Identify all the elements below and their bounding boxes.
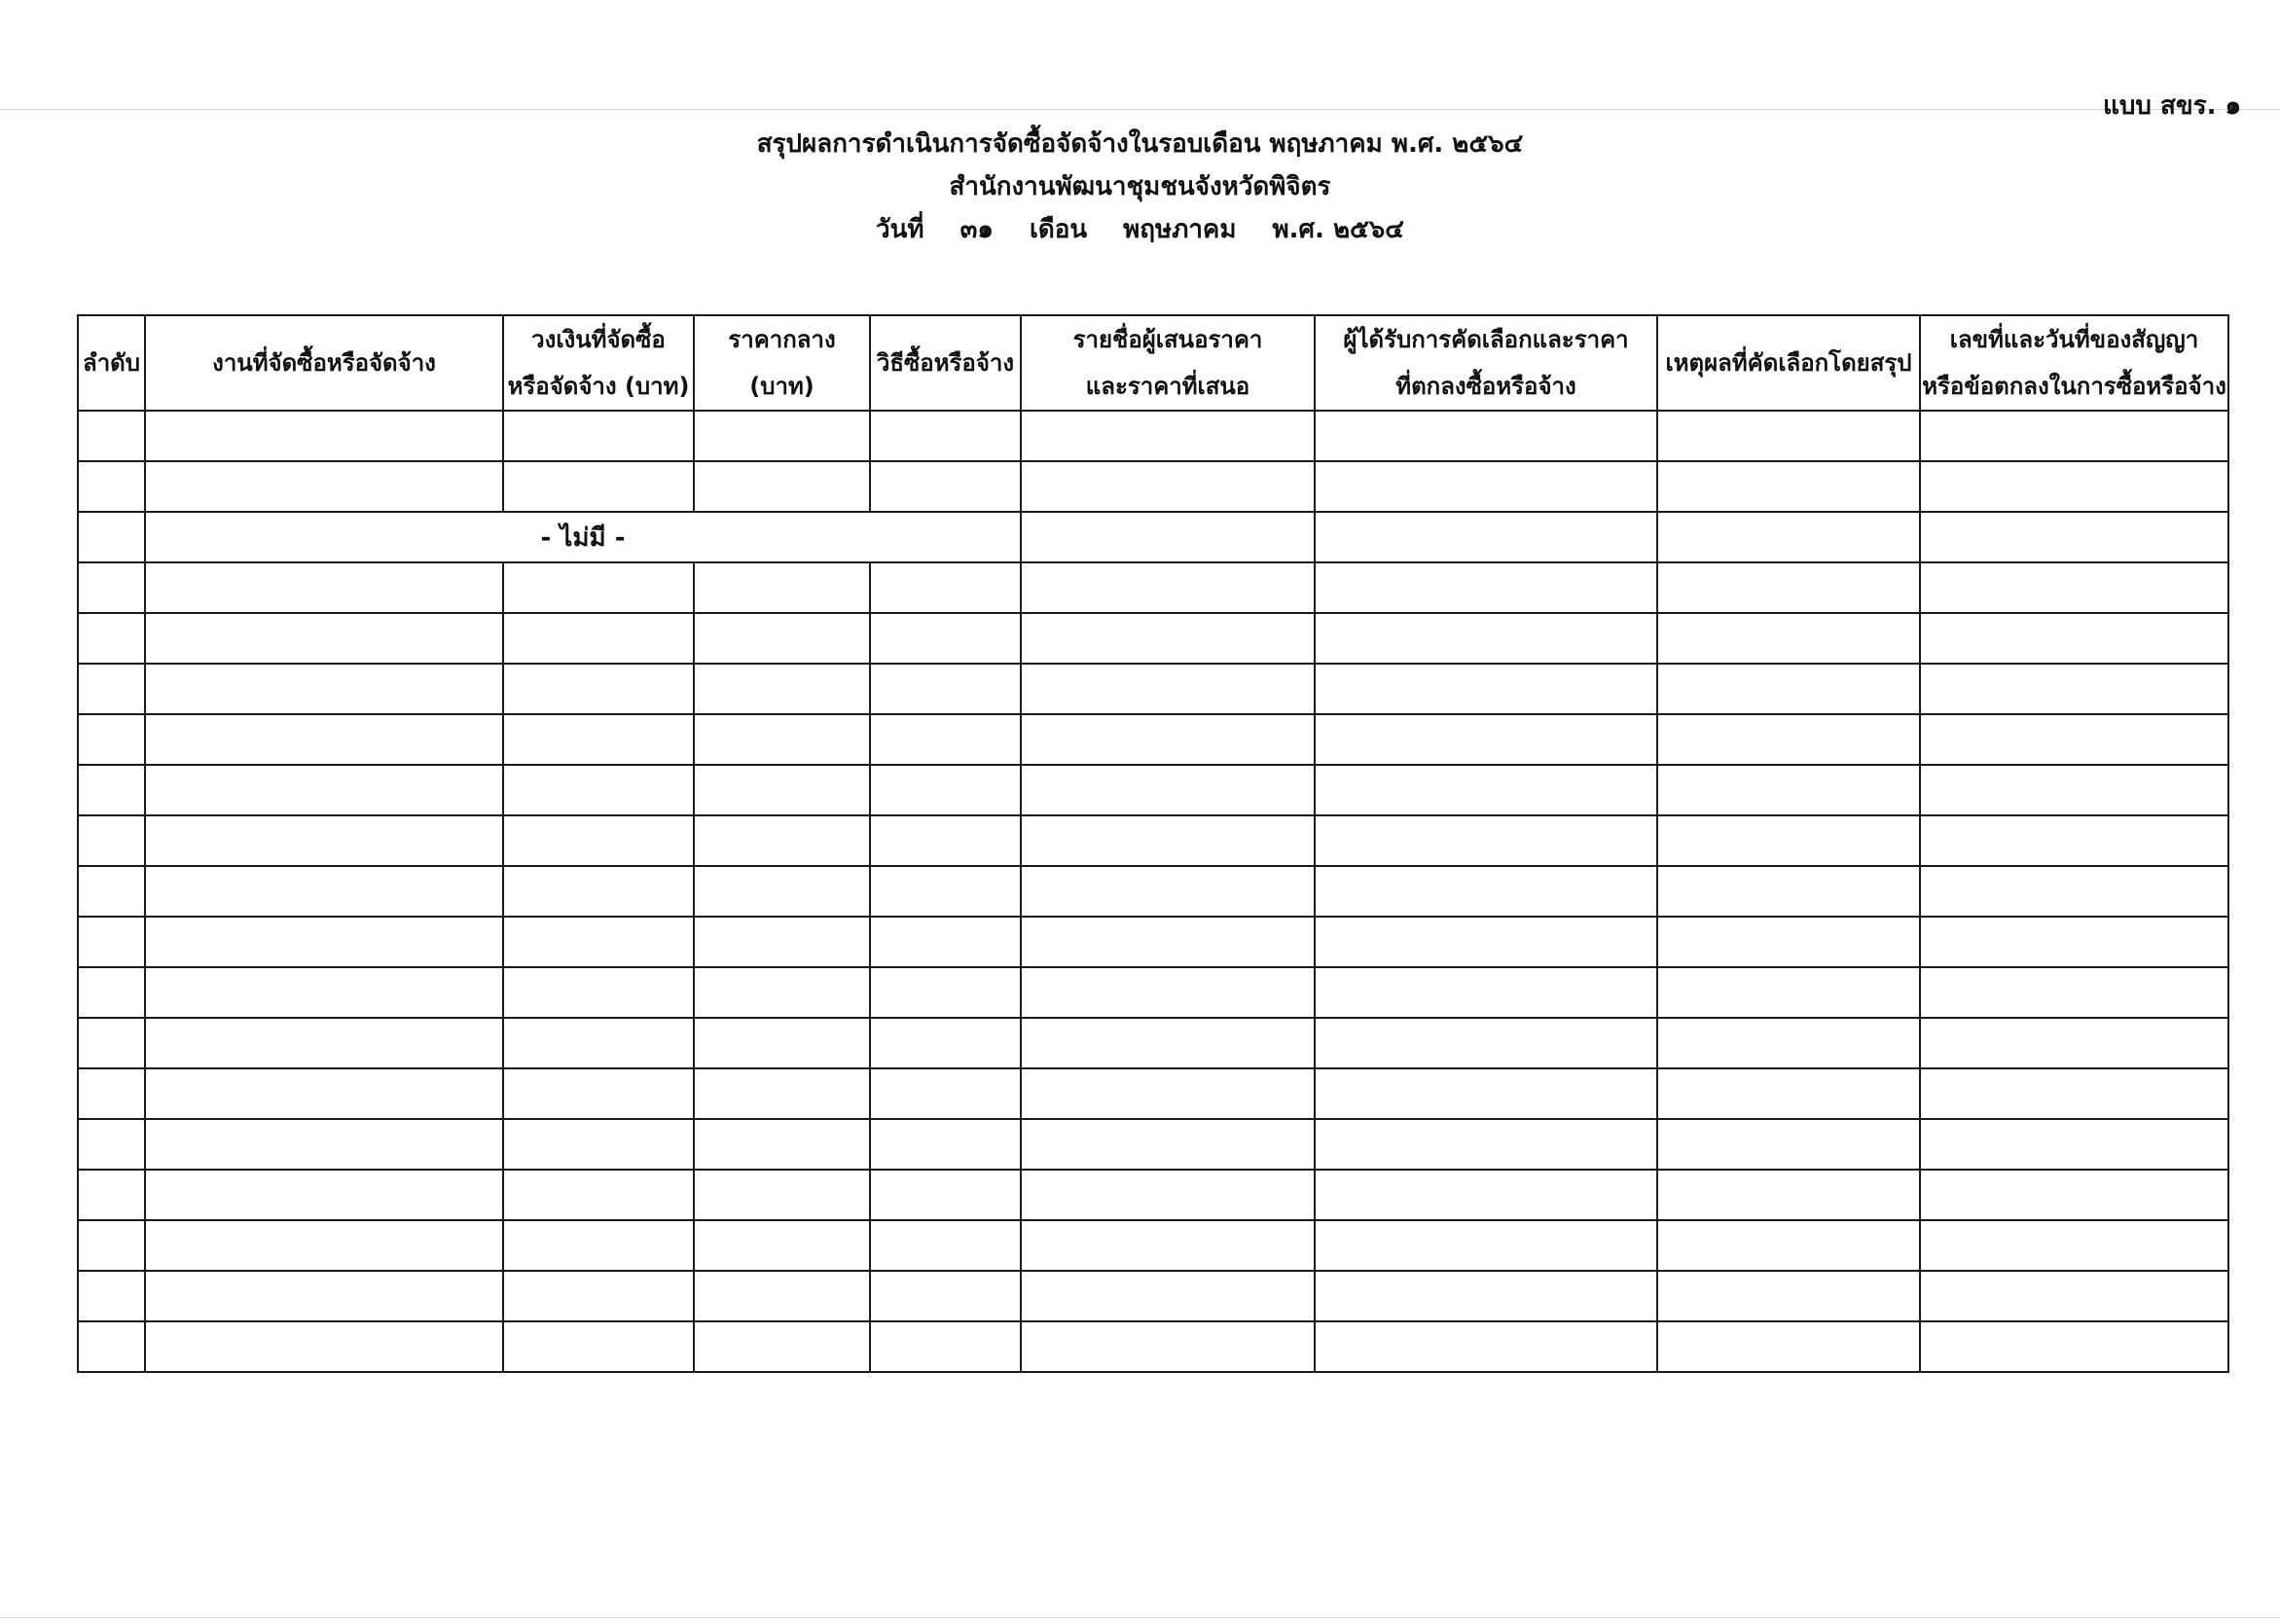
table-row — [78, 411, 2228, 461]
table-row — [78, 1018, 2228, 1068]
header-method: วิธีซื้อหรือจ้าง — [870, 315, 1021, 411]
table-row — [78, 1068, 2228, 1119]
office-name: สำนักงานพัฒนาชุมชนจังหวัดพิจิตร — [949, 172, 1331, 201]
scan-artifact-line — [0, 109, 2280, 110]
table-row — [78, 562, 2228, 613]
table-row — [78, 1271, 2228, 1321]
day-label: วันที่ — [876, 215, 924, 244]
table-row — [78, 917, 2228, 967]
month-label: เดือน — [1029, 215, 1088, 244]
table-header-row — [78, 315, 2228, 411]
header-median-price: ราคากลาง (บาท) — [694, 315, 870, 411]
form-code: แบบ สขร. ๑ — [2103, 91, 2241, 121]
month-value: พฤษภาคม — [1123, 215, 1237, 244]
scan-artifact-line — [0, 1617, 2280, 1618]
day-value: ๓๑ — [959, 215, 994, 244]
table-row — [78, 765, 2228, 815]
header-seq: ลำดับ — [78, 315, 145, 411]
table-row — [78, 664, 2228, 714]
table-row-none — [78, 512, 2228, 562]
table-row — [78, 815, 2228, 866]
table-row — [78, 1119, 2228, 1170]
report-date — [0, 216, 2280, 243]
header-task: งานที่จัดซื้อหรือจัดจ้าง — [145, 315, 503, 411]
table-row — [78, 1321, 2228, 1372]
table-row — [78, 1220, 2228, 1271]
header-reason: เหตุผลที่คัดเลือกโดยสรุป — [1657, 315, 1920, 411]
document-header — [0, 130, 2280, 259]
procurement-summary-table — [77, 314, 2229, 1373]
table-row — [78, 1170, 2228, 1220]
header-contract: เลขที่และวันที่ของสัญญา หรือข้อตกลงในการซื้อหรือจ้าง — [1920, 315, 2228, 411]
table-row — [78, 967, 2228, 1018]
document-title: สรุปผลการดำเนินการจัดซื้อจัดจ้างในรอบเดือน พฤษภาคม พ.ศ. ๒๕๖๔ — [756, 129, 1524, 159]
table-body — [78, 411, 2228, 1372]
table-row — [78, 866, 2228, 917]
header-winner: ผู้ได้รับการคัดเลือกและราคา ที่ตกลงซื้อหรือจ้าง — [1315, 315, 1657, 411]
no-entries-text: - ไม่มี - — [145, 512, 1021, 562]
header-budget: วงเงินที่จัดซื้อ หรือจัดจ้าง (บาท) — [503, 315, 694, 411]
table-row — [78, 461, 2228, 512]
header-bidders: รายชื่อผู้เสนอราคา และราคาที่เสนอ — [1021, 315, 1315, 411]
table-row — [78, 613, 2228, 664]
table-row — [78, 714, 2228, 765]
year-value: พ.ศ. ๒๕๖๔ — [1272, 215, 1404, 244]
